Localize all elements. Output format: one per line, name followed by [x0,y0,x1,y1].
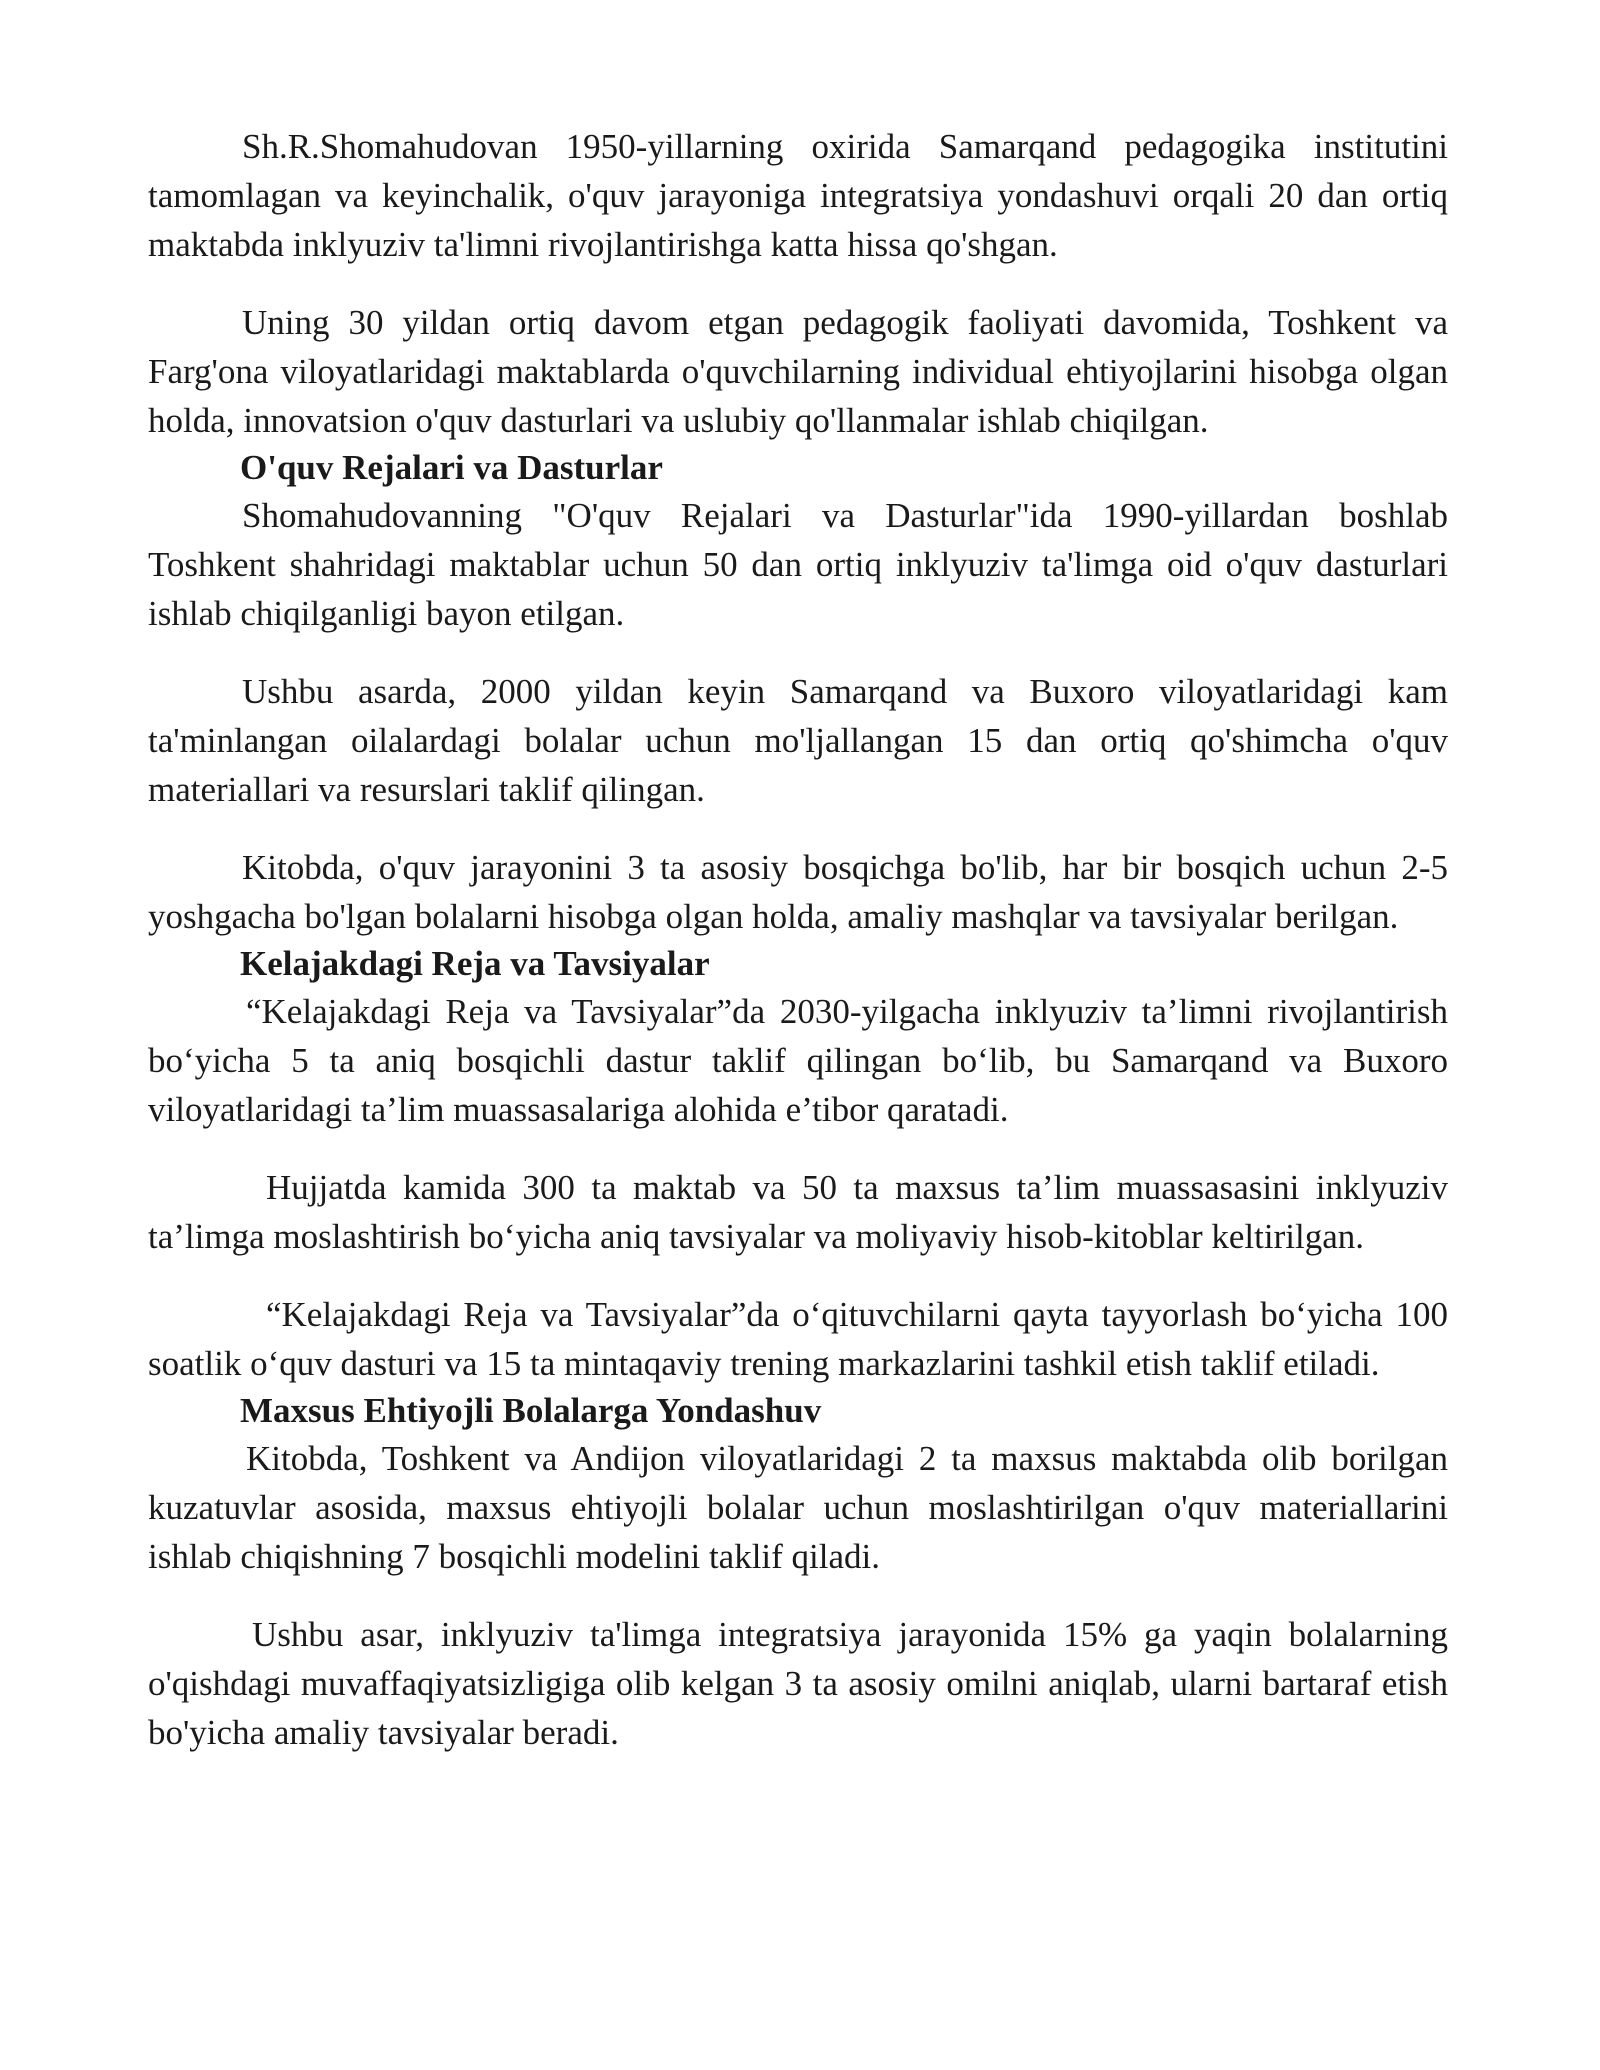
section-heading-oquv-rejalari: O'quv Rejalari va Dasturlar [240,448,663,487]
kelajakdagi-reja-paragraph-3: “Kelajakdagi Reja va Tavsiyalar”da o‘qituvchilarni qayta tayyorlash bo‘yicha 100 soatlik o‘quv dasturi va 15 ta mintaqaviy trening markazlarini tashkil etish taklif etiladi. [148,1295,1448,1383]
oquv-rejalari-paragraph-2: Ushbu asarda, 2000 yildan keyin Samarqand va Buxoro viloyatlaridagi kam ta'minlangan oilalardagi bolalar uchun mo'ljallangan 15 dan ortiq qo'shimcha o'quv materiallari va resurslari taklif qilingan. [148,672,1448,809]
kelajakdagi-reja-paragraph-1: “Kelajakdagi Reja va Tavsiyalar”da 2030-yilgacha inklyuziv ta’limni rivojlantirish bo‘yicha 5 ta aniq bosqichli dastur taklif qilingan bo‘lib, bu Samarqand va Buxoro viloyatlaridagi ta’lim muassasalariga alohida e’tibor qaratadi. [148,992,1448,1129]
oquv-rejalari-paragraph-1: Shomahudovanning "O'quv Rejalari va Dasturlar"ida 1990-yillardan boshlab Toshkent shahridagi maktablar uchun 50 dan ortiq inklyuziv ta'limga oid o'quv dasturlari ishlab chiqilganligi bayon etilgan. [148,496,1448,633]
section-heading-kelajakdagi-reja: Kelajakdagi Reja va Tavsiyalar [240,944,710,983]
maxsus-ehtiyojli-paragraph-2: Ushbu asar, inklyuziv ta'limga integratsiya jarayonida 15% ga yaqin bolalarning o'qishdagi muvaffaqiyatsizligiga olib kelgan 3 ta asosiy omilni aniqlab, ularni bartaraf etish bo'yicha amaliy tavsiyalar beradi. [148,1615,1448,1752]
intro-paragraph-1: Sh.R.Shomahudovan 1950-yillarning oxirida Samarqand pedagogika institutini tamomlagan va keyinchalik, o'quv jarayoniga integratsiya yondashuvi orqali 20 dan ortiq maktabda inklyuziv ta'limni rivojlantirishga katta hissa qo'shgan. [148,127,1448,264]
intro-paragraph-2: Uning 30 yildan ortiq davom etgan pedagogik faoliyati davomida, Toshkent va Farg'ona viloyatlaridagi maktablarda o'quvchilarning individual ehtiyojlarini hisobga olgan holda, innovatsion o'quv dasturlari va uslubiy qo'llanmalar ishlab chiqilgan. [148,303,1448,440]
kelajakdagi-reja-paragraph-2: Hujjatda kamida 300 ta maktab va 50 ta maxsus ta’lim muassasasini inklyuziv ta’limga moslashtirish bo‘yicha aniq tavsiyalar va moliyaviy hisob-kitoblar keltirilgan. [148,1168,1448,1256]
maxsus-ehtiyojli-paragraph-1: Kitobda, Toshkent va Andijon viloyatlaridagi 2 ta maxsus maktabda olib borilgan kuzatuvlar asosida, maxsus ehtiyojli bolalar uchun moslashtirilgan o'quv materiallarini ishlab chiqishning 7 bosqichli modelini taklif qiladi. [148,1439,1448,1576]
section-heading-maxsus-ehtiyojli: Maxsus Ehtiyojli Bolalarga Yondashuv [240,1391,822,1430]
oquv-rejalari-paragraph-3: Kitobda, o'quv jarayonini 3 ta asosiy bosqichga bo'lib, har bir bosqich uchun 2-5 yoshgacha bo'lgan bolalarni hisobga olgan holda, amaliy mashqlar va tavsiyalar berilgan. [148,848,1448,936]
document-page [148,122,1448,1757]
